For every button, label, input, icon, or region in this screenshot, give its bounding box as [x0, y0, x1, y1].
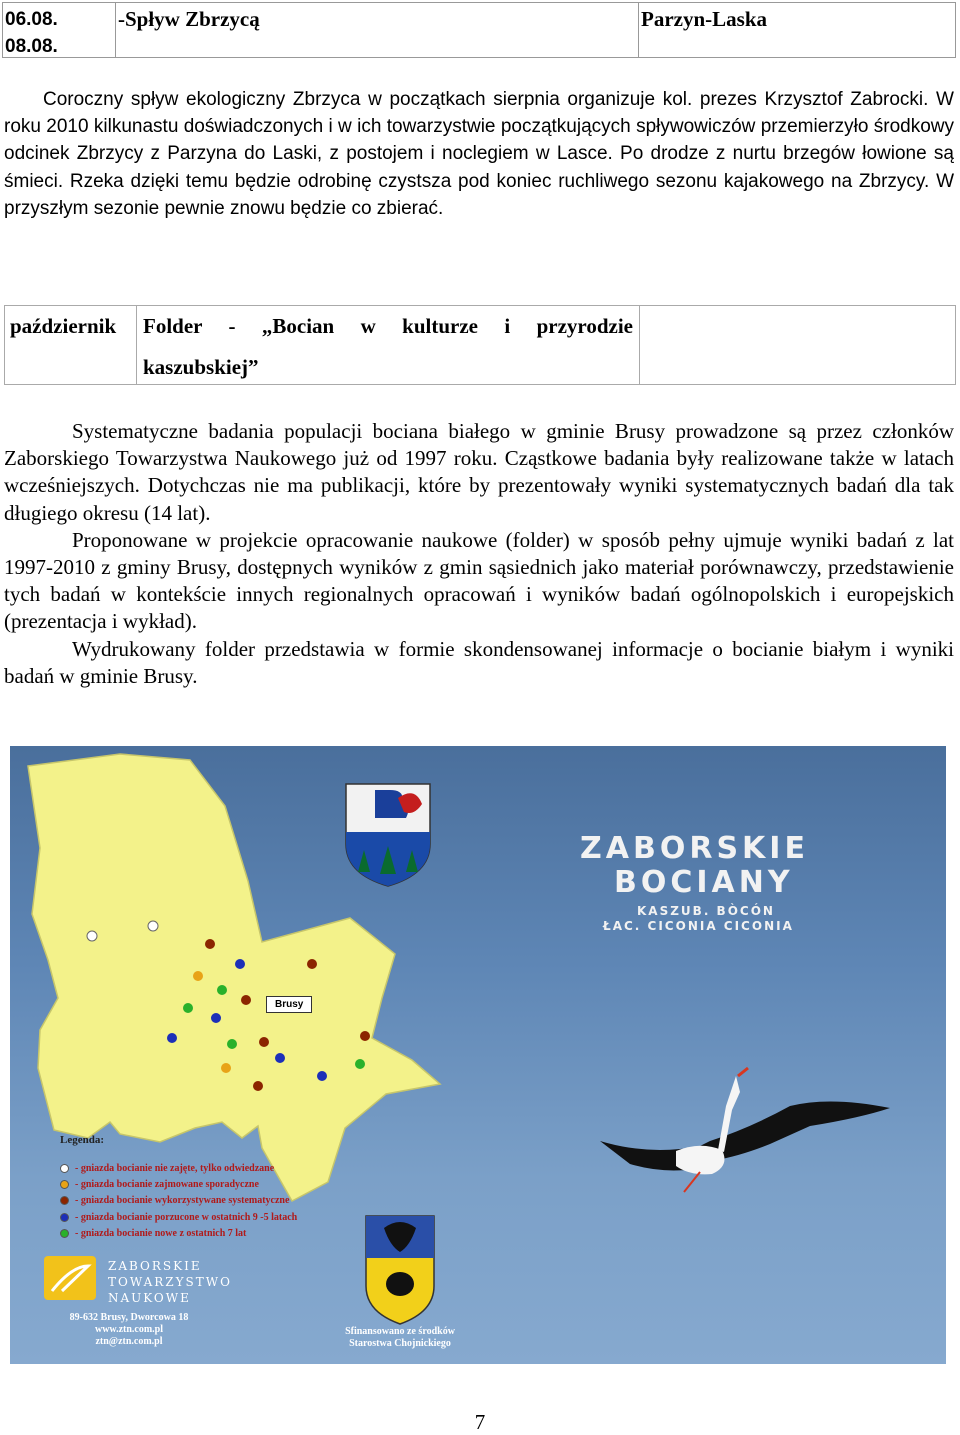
nest-point — [235, 959, 245, 969]
brusy-map-label: Brusy — [266, 996, 312, 1013]
nest-point — [275, 1053, 285, 1063]
orange-dot-icon — [60, 1180, 69, 1189]
legend-item: - gniazda bocianie wykorzystywane systematyczne — [60, 1193, 297, 1209]
folder-description — [4, 418, 954, 690]
sponsor-line2: Starostwa Chojnickiego — [349, 1338, 451, 1349]
place-cell — [639, 3, 955, 57]
date-cell — [3, 3, 116, 57]
end-date: 08.08. — [5, 36, 58, 57]
nest-point — [227, 1039, 237, 1049]
green-dot-icon — [60, 1229, 69, 1238]
page-number: 7 — [474, 1410, 486, 1434]
map-legend — [60, 1134, 297, 1241]
cover-title-line2: BOCIANY — [614, 865, 794, 900]
kayak-trip-text: Coroczny spływ ekologiczny Zbrzyca w początkach sierpnia organizuje kol. prezes Krzysztof Zabrocki. W roku 2010 kilkunastu doświadczonych i w ich towarzystwie początkujących spływowiczów przemierzyło środkowy odcinek Zbrzycy z Parzyna do Laski, z postojem i noclegiem w Lasce. Po drodze z nurtu brzegów łowione są śmieci. Rzeka dzięki temu będzie odrobinę czystsza pod koniec ruchliwego sezonu kajakowego na Zbrzycy. W przyszłym sezonie pewnie znowu będzie co zbierać. — [4, 89, 954, 219]
nest-point — [167, 1033, 177, 1043]
nest-point — [253, 1081, 263, 1091]
ztn-address: 89-632 Brusy, Dworcowa 18 — [69, 1312, 189, 1323]
ztn-website: www.ztn.com.pl — [94, 1324, 164, 1335]
sponsor-note — [318, 1326, 482, 1350]
legend-item: - gniazda bocianie zajmowane sporadyczne — [60, 1176, 297, 1192]
description-paragraph: Systematyczne badania populacji bociana białego w gminie Brusy prowadzone są przez członków Zaborskiego Towarzystwa Naukowego już od 1997 roku. Cząstkowe badania były realizowane także w latach wcześniejszych. Dotychczas nie ma publikacji, które by prezentowały wyniki systematycznych badań dla tak długiego okresu (14 lat). — [4, 419, 954, 525]
legend-title: Legenda: — [60, 1134, 104, 1146]
nest-point — [87, 931, 97, 941]
chojnice-coat-of-arms — [366, 1216, 434, 1324]
ztn-contact — [54, 1312, 204, 1348]
month-cell — [5, 306, 137, 384]
brusy-coat-of-arms — [346, 784, 430, 886]
nest-point — [193, 971, 203, 981]
ztn-name: ZABORSKIE TOWARZYSTWO NAUKOWE — [108, 1259, 232, 1305]
start-date: 06.08. — [5, 9, 58, 30]
brown-dot-icon — [60, 1196, 69, 1205]
description-paragraph: Proponowane w projekcie opracowanie naukowe (folder) w sposób pełny ujmuje wyniki badań z lat 1997-2010 z gminy Brusy, dostępnych wyników z gmin sąsiednich jako materiał porównawczy, przedstawienie tych badań w kontekście innych regionalnych opracowań i wyników badań ogólnopolskich i europejskich (prezentacja i wykład). — [4, 527, 954, 634]
ztn-logo — [44, 1256, 96, 1300]
kayak-trip-paragraph — [4, 86, 954, 222]
folder-cover-image — [10, 746, 946, 1364]
legend-item: - gniazda bocianie nie zajęte, tylko odwiedzane — [60, 1160, 297, 1176]
white-dot-icon — [60, 1164, 69, 1173]
nest-point — [205, 939, 215, 949]
nest-point — [211, 1013, 221, 1023]
stork-image — [600, 1068, 890, 1192]
folder-title-cell — [137, 306, 640, 384]
legend-item: - gniazda bocianie nowe z ostatnich 7 lat — [60, 1225, 297, 1241]
nest-point — [217, 985, 227, 995]
folder-title-line2: kaszubskiej” — [143, 355, 259, 379]
ztn-email: ztn@ztn.com.pl — [95, 1336, 163, 1347]
nest-point — [355, 1059, 365, 1069]
blue-dot-icon — [60, 1213, 69, 1222]
cover-subtitle — [603, 904, 794, 934]
cover-subtitle-line2: ŁAC. CICONIA CICONIA — [603, 919, 794, 933]
legend-item: - gniazda bocianie porzucone w ostatnich 9 -5 latach — [60, 1209, 297, 1225]
event-place: Parzyn-Laska — [641, 7, 767, 31]
nest-point — [317, 1071, 327, 1081]
sponsor-line1: Sfinansowano ze środków — [345, 1326, 455, 1337]
folder-table-row — [4, 305, 956, 385]
cover-title — [580, 832, 809, 900]
cover-subtitle-line1: KASZUB. BÒCÓN — [637, 904, 775, 918]
nest-point — [221, 1063, 231, 1073]
nest-point — [241, 995, 251, 1005]
nest-point — [360, 1031, 370, 1041]
description-paragraph: Wydrukowany folder przedstawia w formie skondensowanej informacje o bocianie białym i wyniki badań w gminie Brusy. — [4, 636, 954, 688]
cover-title-line1: ZABORSKIE — [580, 831, 809, 866]
nest-point — [183, 1003, 193, 1013]
event-cell — [116, 3, 639, 57]
event-table-row — [2, 2, 956, 58]
month-label: październik — [10, 314, 117, 338]
event-name: -Spływ Zbrzycą — [118, 7, 260, 31]
nest-point — [307, 959, 317, 969]
folder-title-line1: Folder - „Bocian w kulturze i przyrodzie — [143, 314, 633, 338]
nest-point — [148, 921, 158, 931]
nest-point — [259, 1037, 269, 1047]
